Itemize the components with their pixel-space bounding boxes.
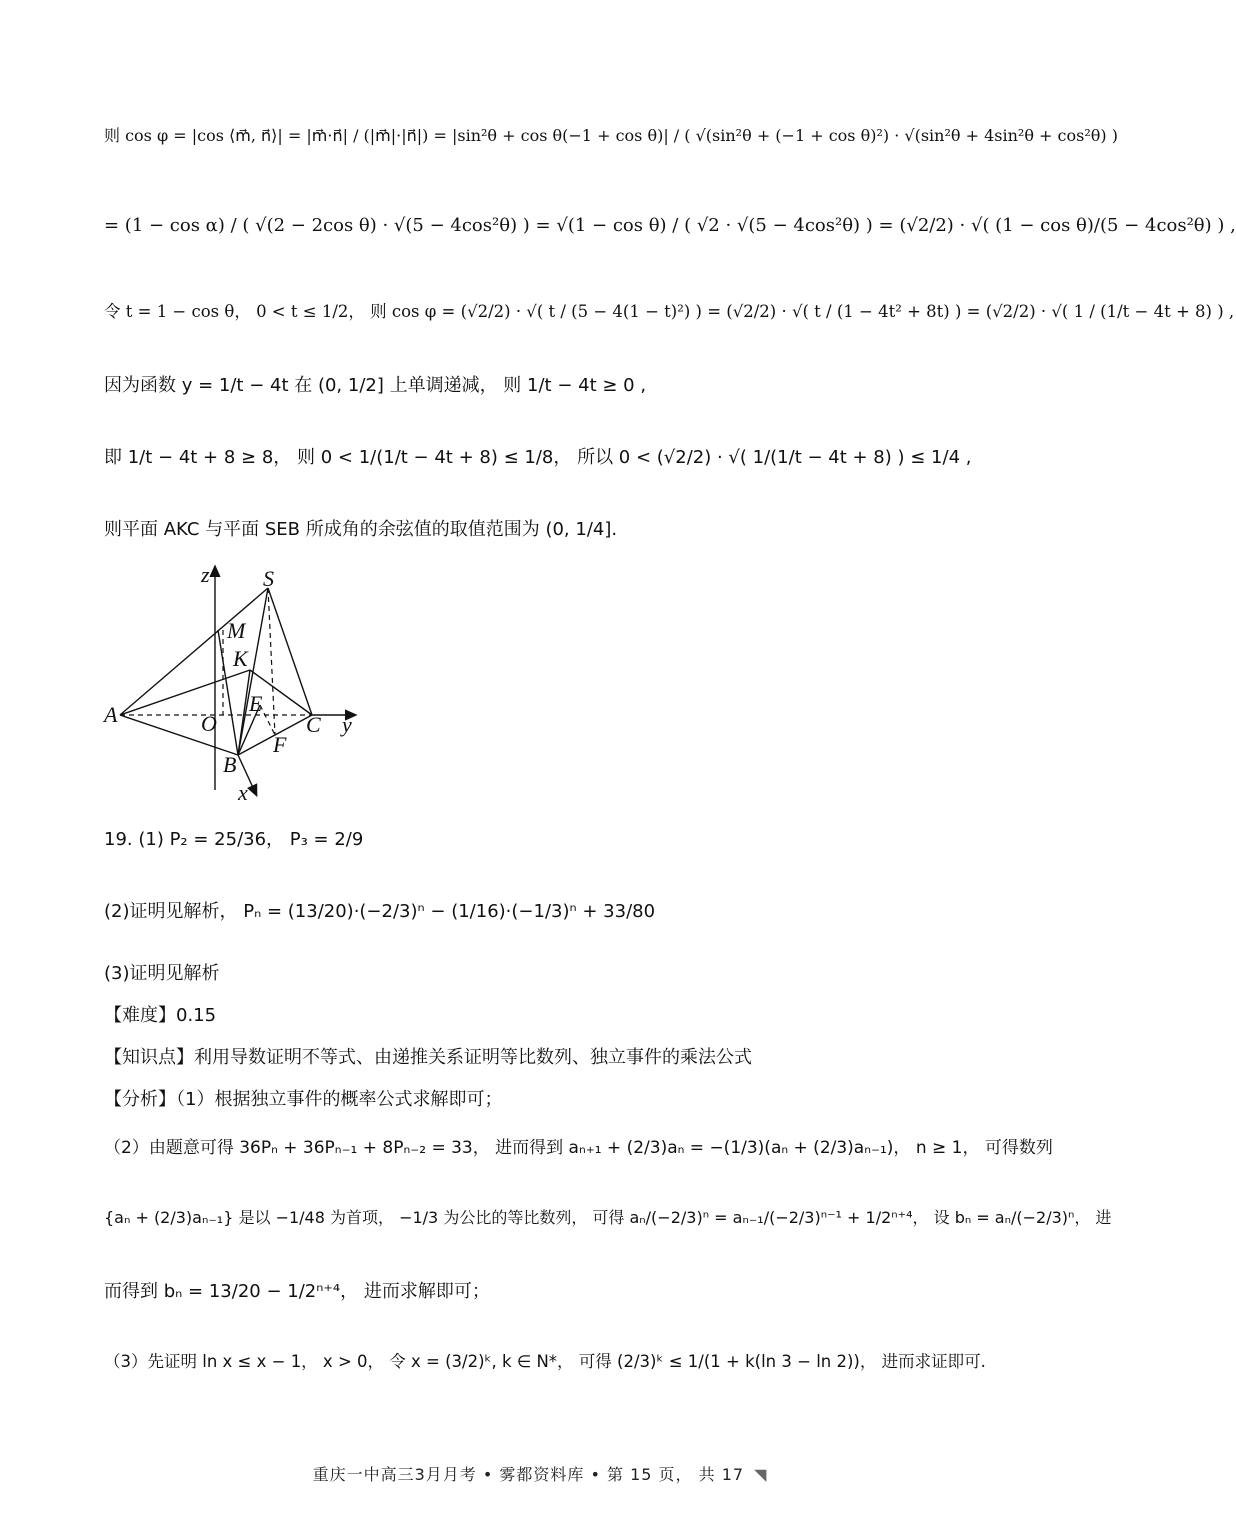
- label-O: O: [201, 711, 217, 736]
- answer-19-part3: (3)证明见解析: [104, 963, 220, 984]
- answer-19-part1: 19. (1) P₂ = 25/36， P₃ = 2/9: [104, 829, 364, 850]
- label-E: E: [249, 691, 263, 716]
- solution-line-5: 即 1/t − 4t + 8 ≥ 8， 则 0 < 1/(1/t − 4t + 8) ≤ 1/8， 所以 0 < (√2/2) · √( 1/(1/t − 4t + 8) ) ≤ 1/4 ,: [104, 447, 972, 468]
- label-K: K: [233, 646, 248, 671]
- label-x: x: [238, 780, 248, 805]
- difficulty: 【难度】0.15: [104, 1005, 217, 1026]
- analysis-1: 【分析】（1）根据独立事件的概率公式求解即可；: [104, 1089, 503, 1110]
- label-S: S: [263, 566, 274, 591]
- edge-SF-hidden: [268, 588, 275, 735]
- page-footer: [0, 1462, 1080, 1485]
- solution-line-4: 因为函数 y = 1/t − 4t 在 (0, 1/2] 上单调递减， 则 1/t − 4t ≥ 0 ,: [104, 375, 647, 396]
- answer-19-part2: (2)证明见解析， Pₙ = (13/20)·(−2/3)ⁿ − (1/16)·(−1/3)ⁿ + 33/80: [104, 901, 656, 922]
- label-F: F: [273, 732, 287, 757]
- pyramid-figure: [100, 560, 380, 805]
- solution-line-1: 则 cos φ = |cos ⟨m⃗, n⃗⟩| = |m⃗·n⃗| / (|m⃗|·|n⃗|) = |sin²θ + cos θ(−1 + cos θ)| / ( √(sin²θ + (−1 + cos θ)²) · √(sin²θ + 4sin²θ + cos²θ) ): [104, 126, 1118, 145]
- label-A: A: [104, 702, 118, 727]
- edge-SC: [268, 588, 312, 715]
- solution-line-3: 令 t = 1 − cos θ， 0 < t ≤ 1/2， 则 cos φ = (√2/2) · √( t / (5 − 4(1 − t)²) ) = (√2/2) · √( t / (1 − 4t² + 8t) ) = (√2/2) · √( 1 / (1/t − 4t + 8) ) ,: [104, 302, 1235, 321]
- label-C: C: [306, 712, 321, 737]
- edge-AB: [120, 715, 238, 755]
- label-y: y: [342, 712, 352, 737]
- label-M: M: [227, 618, 246, 643]
- analysis-2-end: 而得到 bₙ = 13/20 − 1/2ⁿ⁺⁴， 进而求解即可；: [104, 1281, 490, 1302]
- page-corner-icon: ◥: [754, 1465, 768, 1484]
- analysis-3: （3）先证明 ln x ≤ x − 1， x > 0， 令 x = (3/2)ᵏ, k ∈ N*， 可得 (2/3)ᵏ ≤ 1/(1 + k(ln 3 − ln 2))， 进而求证即可.: [104, 1352, 986, 1371]
- label-z: z: [201, 562, 210, 587]
- knowledge-points: 【知识点】利用导数证明不等式、由递推关系证明等比数列、独立事件的乘法公式: [104, 1047, 752, 1068]
- solution-conclusion: 则平面 AKC 与平面 SEB 所成角的余弦值的取值范围为 (0, 1/4].: [104, 519, 618, 540]
- analysis-2-cont: {aₙ + (2/3)aₙ₋₁} 是以 −1/48 为首项， −1/3 为公比的等比数列， 可得 aₙ/(−2/3)ⁿ = aₙ₋₁/(−2/3)ⁿ⁻¹ + 1/2ⁿ⁺⁴， 设 bₙ = aₙ/(−2/3)ⁿ， 进: [104, 1208, 1112, 1227]
- analysis-2: （2）由题意可得 36Pₙ + 36Pₙ₋₁ + 8Pₙ₋₂ = 33， 进而得到 aₙ₊₁ + (2/3)aₙ = −(1/3)(aₙ + (2/3)aₙ₋₁)， n ≥ 1， 可得数列: [104, 1138, 1053, 1158]
- label-B: B: [223, 752, 237, 777]
- footer-text: 重庆一中高三3月月考 • 雾都资料库 • 第 15 页， 共 17: [312, 1465, 745, 1484]
- solution-line-2: = (1 − cos α) / ( √(2 − 2cos θ) · √(5 − 4cos²θ) ) = √(1 − cos θ) / ( √2 · √(5 − 4cos²θ) ) = (√2/2) · √( (1 − cos θ)/(5 − 4cos²θ) ) ,: [104, 215, 1236, 236]
